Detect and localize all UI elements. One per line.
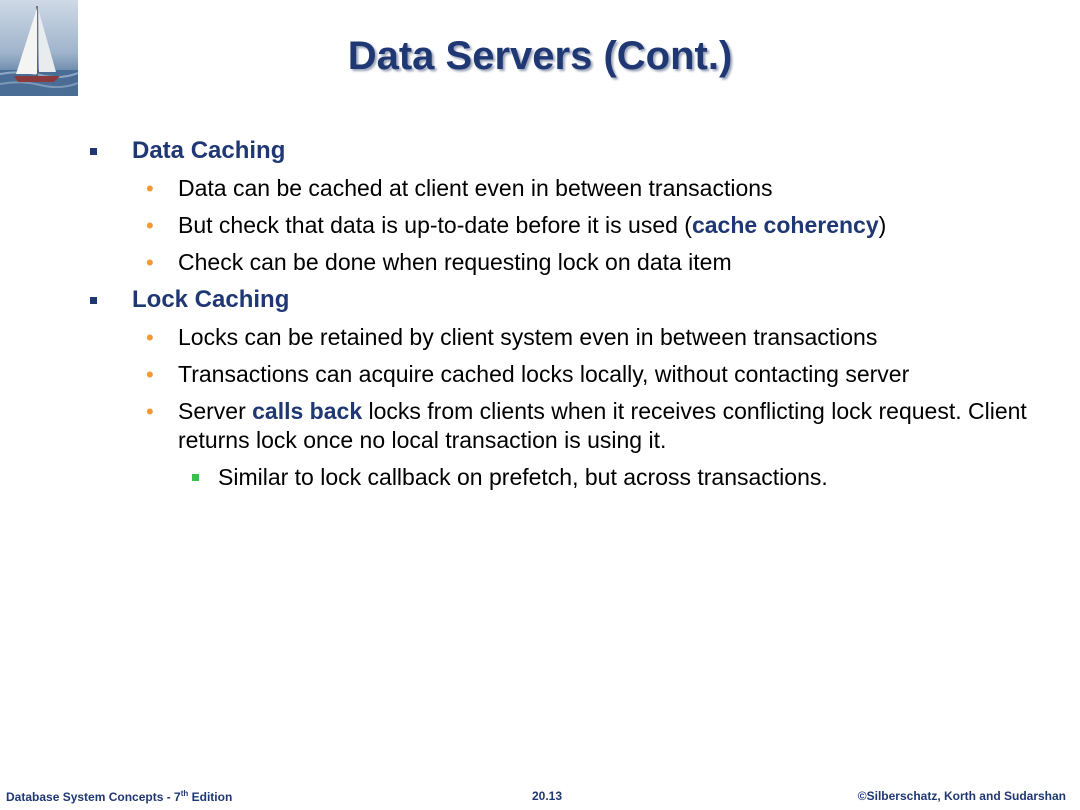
dot-bullet-icon: • [146,362,154,387]
list-item [90,360,1050,389]
dot-bullet-icon: • [146,325,154,350]
footer-book-edition: Edition [188,790,233,804]
slide-number: 20.13 [532,789,563,803]
list-item-text: Locks can be retained by client system even in between transactions [178,324,878,350]
dot-bullet-icon: • [146,399,154,424]
bullet-heading: Lock Caching [132,286,290,313]
bullet-data-caching [90,136,1050,166]
sub-list-item [90,463,1050,492]
footer-book-title [6,789,232,804]
dot-bullet-icon: • [146,213,154,238]
list-item-text: Check can be done when requesting lock on data item [178,249,732,275]
list-item-text: Data can be cached at client even in between transactions [178,175,773,201]
list-item [90,397,1050,455]
bullet-lock-caching [90,285,1050,315]
list-item-text: ) [878,212,887,238]
footer-book-title-text: Database System Concepts - 7 [6,790,181,804]
emphasized-term: calls back [252,398,363,424]
square-bullet-icon [90,297,97,304]
dot-bullet-icon: • [146,250,154,275]
square-bullet-icon [90,148,97,155]
footer-copyright: ©Silberschatz, Korth and Sudarshan [857,789,1066,803]
slide-footer [0,789,1080,805]
list-item-text: But check that data is up-to-date before it is used ( [178,212,692,238]
slide-title: Data Servers (Cont.) [347,34,733,78]
slide-content [90,136,1050,500]
list-item [90,323,1050,352]
list-item-text: Transactions can acquire cached locks locally, without contacting server [178,361,910,387]
list-item-text: locks from clients when it receives conflicting lock request. Client returns lock once no local transaction is using it. [178,398,1027,453]
footer-superscript: th [180,789,189,798]
sub-list-item-text: Similar to lock callback on prefetch, but across transactions. [218,464,828,490]
emphasized-term: cache coherency [691,212,879,238]
list-item [90,211,1050,240]
bullet-heading: Data Caching [132,137,286,164]
list-item-text: Server [178,398,253,424]
dot-bullet-icon: • [146,176,154,201]
list-item [90,248,1050,277]
square-bullet-icon [192,474,199,481]
list-item [90,174,1050,203]
